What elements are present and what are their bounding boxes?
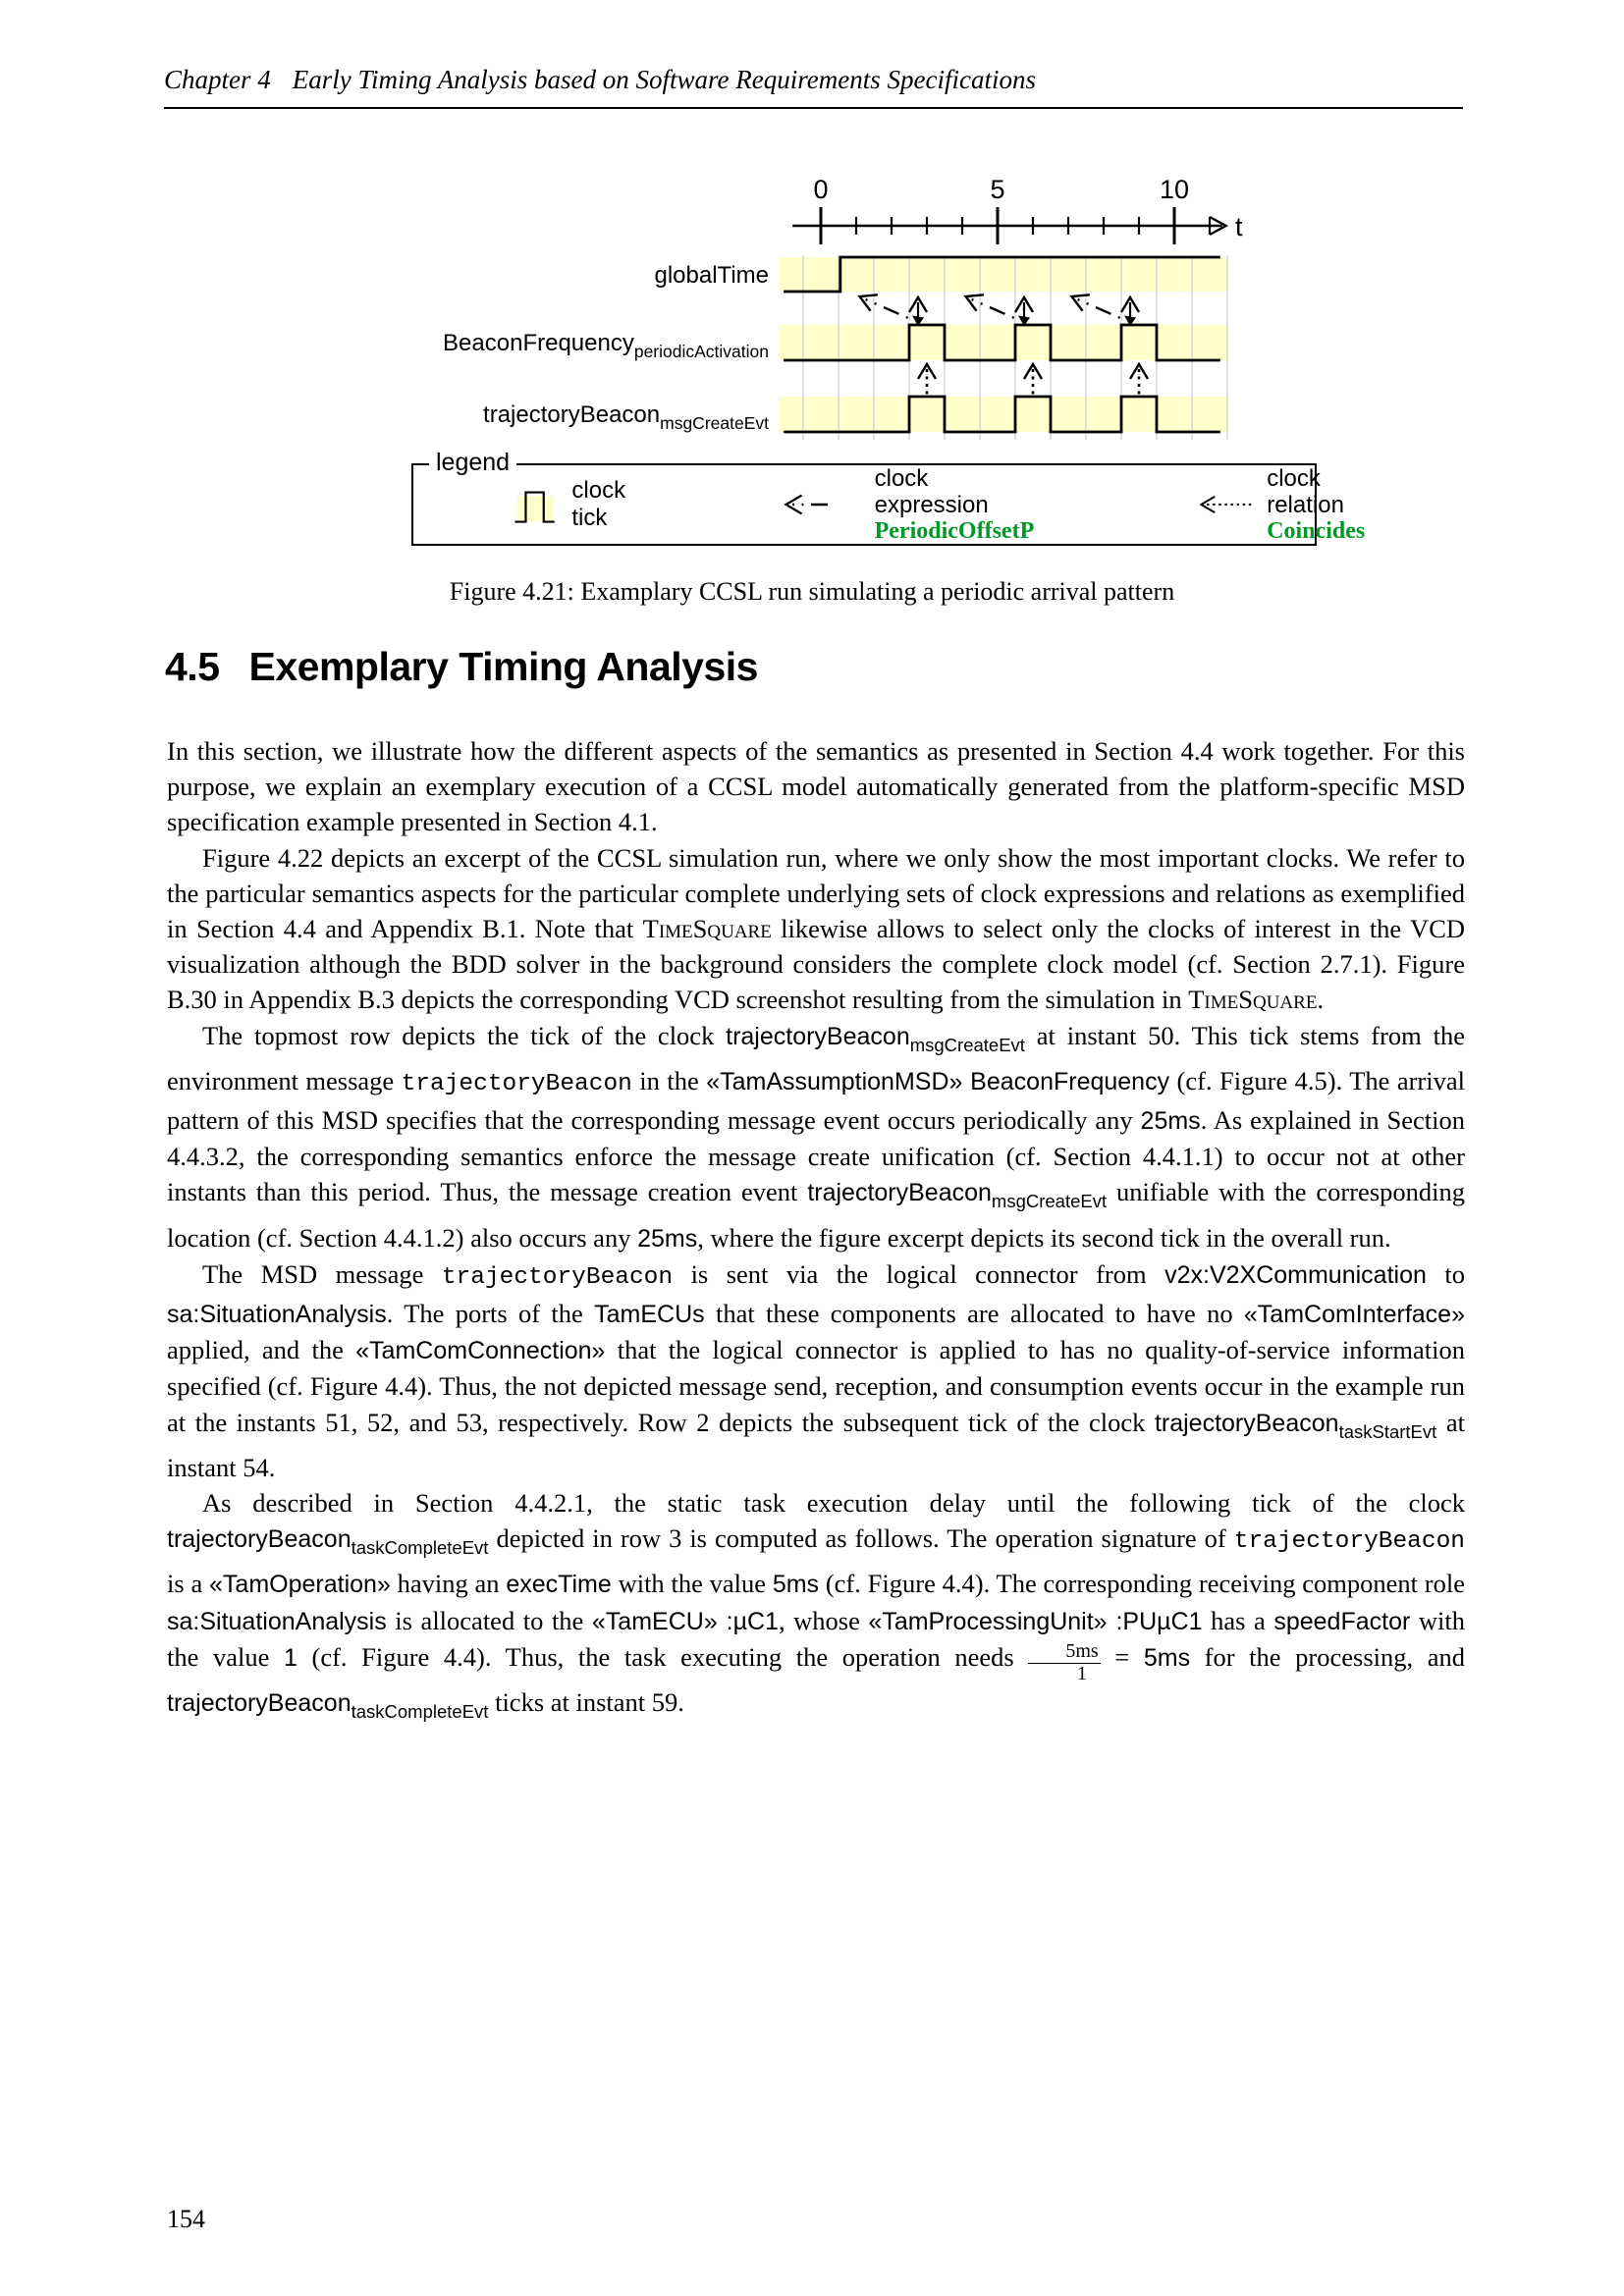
- section-number: 4.5: [165, 644, 220, 689]
- coincides-arrow: [918, 364, 936, 396]
- legend-clock-expression: [778, 465, 1040, 545]
- body-text: [167, 733, 1465, 1731]
- clock-row-band: [779, 325, 1227, 360]
- paragraph: In this section, we illustrate how the different aspects of the semantics as presented in Section 4.4 work together. For this purpose, we explain an exemplary execution of a CCSL model automatically generated from the platform-specific MSD specification example presented in Section 4.1.: [167, 736, 1465, 837]
- clock-tick-icon: [514, 477, 558, 532]
- figure-4-21: [164, 147, 1460, 628]
- clock-relation-label: clock relation: [1267, 464, 1344, 518]
- clock-expression-name: PeriodicOffsetP: [874, 517, 1035, 544]
- legend-clock-relation: [1194, 465, 1379, 545]
- page-number: 154: [167, 2205, 205, 2233]
- running-header: [164, 65, 1463, 109]
- periodic-offset-arrow: [962, 289, 1033, 326]
- axis-tick-label: 5: [990, 175, 1005, 204]
- dotted-arrow-icon: [1194, 491, 1255, 518]
- clock-row-band: [779, 257, 1227, 292]
- clock-row-band: [779, 397, 1227, 432]
- row-label: BeaconFrequency$_{periodicActivation}$: [443, 330, 769, 361]
- coincides-arrow: [1130, 364, 1148, 396]
- clock-relation-name: Coincides: [1267, 517, 1366, 544]
- chapter-title: Early Timing Analysis based on Software Requirements Specifications: [292, 65, 1036, 94]
- coincides-arrow: [1024, 364, 1042, 396]
- clock-expression-label: clock expression: [874, 464, 989, 518]
- row-label: trajectoryBeacon$_{msgCreateEvt}$: [483, 401, 769, 433]
- legend-title: legend: [429, 449, 516, 477]
- chapter-number: Chapter 4: [164, 65, 271, 94]
- fraction: $\frac{5ms}{1}$: [1028, 1641, 1100, 1684]
- periodic-offset-arrow: [856, 289, 927, 326]
- row-label: globalTime: [654, 262, 769, 289]
- axis-tick-label: 0: [813, 175, 829, 204]
- figure-caption: Figure 4.21: Examplary CCSL run simulating a periodic arrival pattern: [449, 577, 1175, 606]
- axis-tick-label: 10: [1159, 175, 1190, 204]
- paragraph: Figure 4.22 depicts an excerpt of the CCSL simulation run, where we only show the most important clocks. We refer to the particular semantics aspects for the particular complete underlying sets of clock expressions and relations as exemplified in Section 4.4 and Appendix B.1. Note that TimeSquare likewise allows to select only the clocks of interest in the VCD visualization although the BDD solver in the background considers the complete clock model (cf. Section 2.7.1). Figure B.30 in Appendix B.3 depicts the corresponding VCD screenshot resulting from the simulation in TimeSquare.: [167, 842, 1466, 1015]
- section-title: Exemplary Timing Analysis: [248, 644, 758, 689]
- paragraph: The MSD message trajectoryBeacon is sent via the logical connector from v2x:V2XCommunication to sa:SituationAnalysis. The ports of the TamECUs that these components are allocated to have no «TamComInterface» applied, and the «TamComConnection» that the logical connector is applied to has no quality-of-service information specified (cf. Figure 4.4). Thus, the not depicted message send, reception, and consumption events occur in the example run at the instants 51, 52, and 53, respectively. Row 2 depicts the subsequent tick of the clock trajectoryBeacon$_{taskStartEvt}$ at instant 54.: [167, 1258, 1465, 1482]
- paragraph: As described in Section 4.4.2.1, the static task execution delay until the following tick of the clock trajectoryBeacon$_{taskCompleteEvt}$ depicted in row 3 is computed as follows. The operation signature of trajectoryBeacon is a «TamOperation» having an execTime with the value 5ms (cf. Figure 4.4). The corresponding receiving component role sa:SituationAnalysis is allocated to the «TamECU» :µC1, whose «TamProcessingUnit» :PUµC1 has a speedFactor with the value 1 (cf. Figure 4.4). Thus, the task executing the operation needs $\frac{5ms}{1}$ = 5ms for the processing, and trajectoryBeacon$_{taskCompleteEvt}$ ticks at instant 59.: [167, 1488, 1465, 1723]
- periodic-offset-arrow: [1068, 289, 1139, 326]
- dashdot-arrow-icon: [778, 491, 863, 518]
- axis-label-t: t: [1235, 212, 1243, 241]
- paragraph: The topmost row depicts the tick of the clock trajectoryBeacon$_{msgCreateEvt}$ at instant 50. This tick stems from the environment message trajectoryBeacon in the «TamAssumptionMSD» BeaconFrequency (cf. Figure 4.5). The arrival pattern of this MSD specifies that the corresponding message event occurs periodically any 25ms. As explained in Section 4.4.3.2, the corresponding semantics enforce the message create unification (cf. Section 4.4.1.1) to occur not at other instants than this period. Thus, the message creation event trajectoryBeacon$_{msgCreateEvt}$ unifiable with the corresponding location (cf. Section 4.4.1.2) also occurs any 25ms, where the figure excerpt depicts its second tick in the overall run.: [167, 1020, 1465, 1253]
- clock-tick-label: clock tick: [571, 477, 626, 531]
- figure-legend: [411, 449, 1366, 546]
- legend-clock-tick: [514, 477, 642, 532]
- timing-diagram: [164, 147, 1460, 461]
- section-heading: [165, 644, 1463, 690]
